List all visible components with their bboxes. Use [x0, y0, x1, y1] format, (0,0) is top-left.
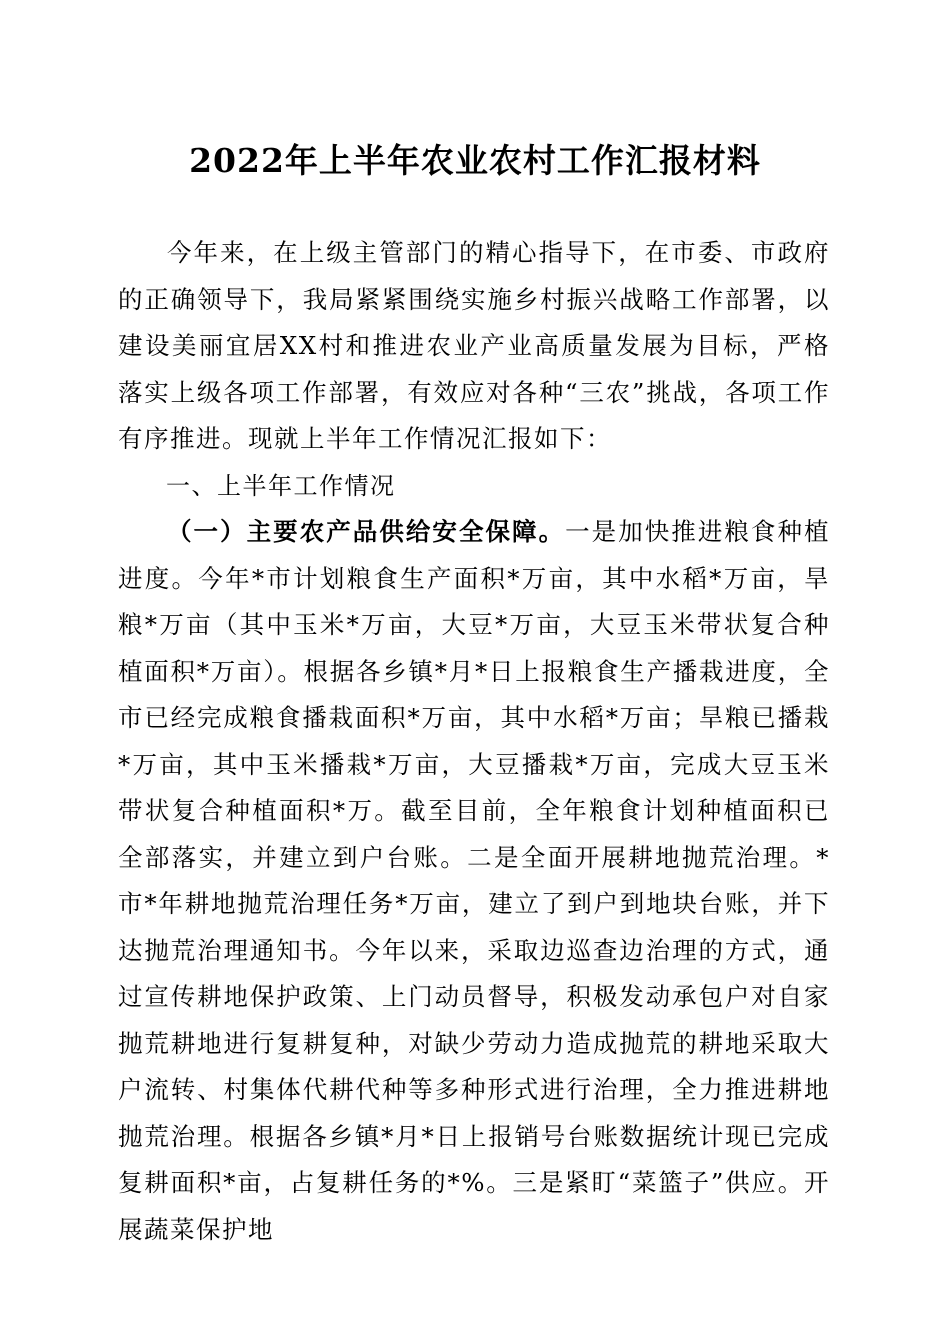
- subsection-paragraph: [118, 509, 830, 1253]
- document-body: [118, 230, 830, 1253]
- intro-paragraph: 今年来，在上级主管部门的精心指导下，在市委、市政府的正确领导下，我局紧紧围绕实施乡村振兴战略工作部署，以建设美丽宜居XX村和推进农业产业高质量发展为目标，严格落实上级各项工作部署，有效应对各种“三农”挑战，各项工作有序推进。现就上半年工作情况汇报如下：: [118, 238, 830, 453]
- subsection-text: 一是加快推进粮食种植进度。今年*市计划粮食生产面积*万亩，其中水稻*万亩，旱粮*万亩（其中玉米*万亩，大豆*万亩，大豆玉米带状复合种植面积*万亩）。根据各乡镇*月*日上报粮食生产播栽进度，全市已经完成粮食播栽面积*万亩，其中水稻*万亩；旱粮已播栽*万亩，其中玉米播栽*万亩，大豆播栽*万亩，完成大豆玉米带状复合种植面积*万。截至目前，全年粮食计划种植面积已全部落实，并建立到户台账。二是全面开展耕地抛荒治理。*市*年耕地抛荒治理任务*万亩，建立了到户到地块台账，并下达抛荒治理通知书。今年以来，采取边巡查边治理的方式，通过宣传耕地保护政策、上门动员督导，积极发动承包户对自家抛荒耕地进行复耕复种，对缺少劳动力造成抛荒的耕地采取大户流转、村集体代耕代种等多种形式进行治理，全力推进耕地抛荒治理。根据各乡镇*月*日上报销号台账数据统计现已完成复耕面积*亩，占复耕任务的*%。三是紧盯“菜篮子”供应。开展蔬菜保护地: [118, 517, 830, 1244]
- subsection-heading: （一）主要农产品供给安全保障。: [167, 517, 566, 546]
- document-title: 2022年上半年农业农村工作汇报材料: [189, 141, 761, 180]
- section-heading: 一、上半年工作情况: [166, 471, 396, 500]
